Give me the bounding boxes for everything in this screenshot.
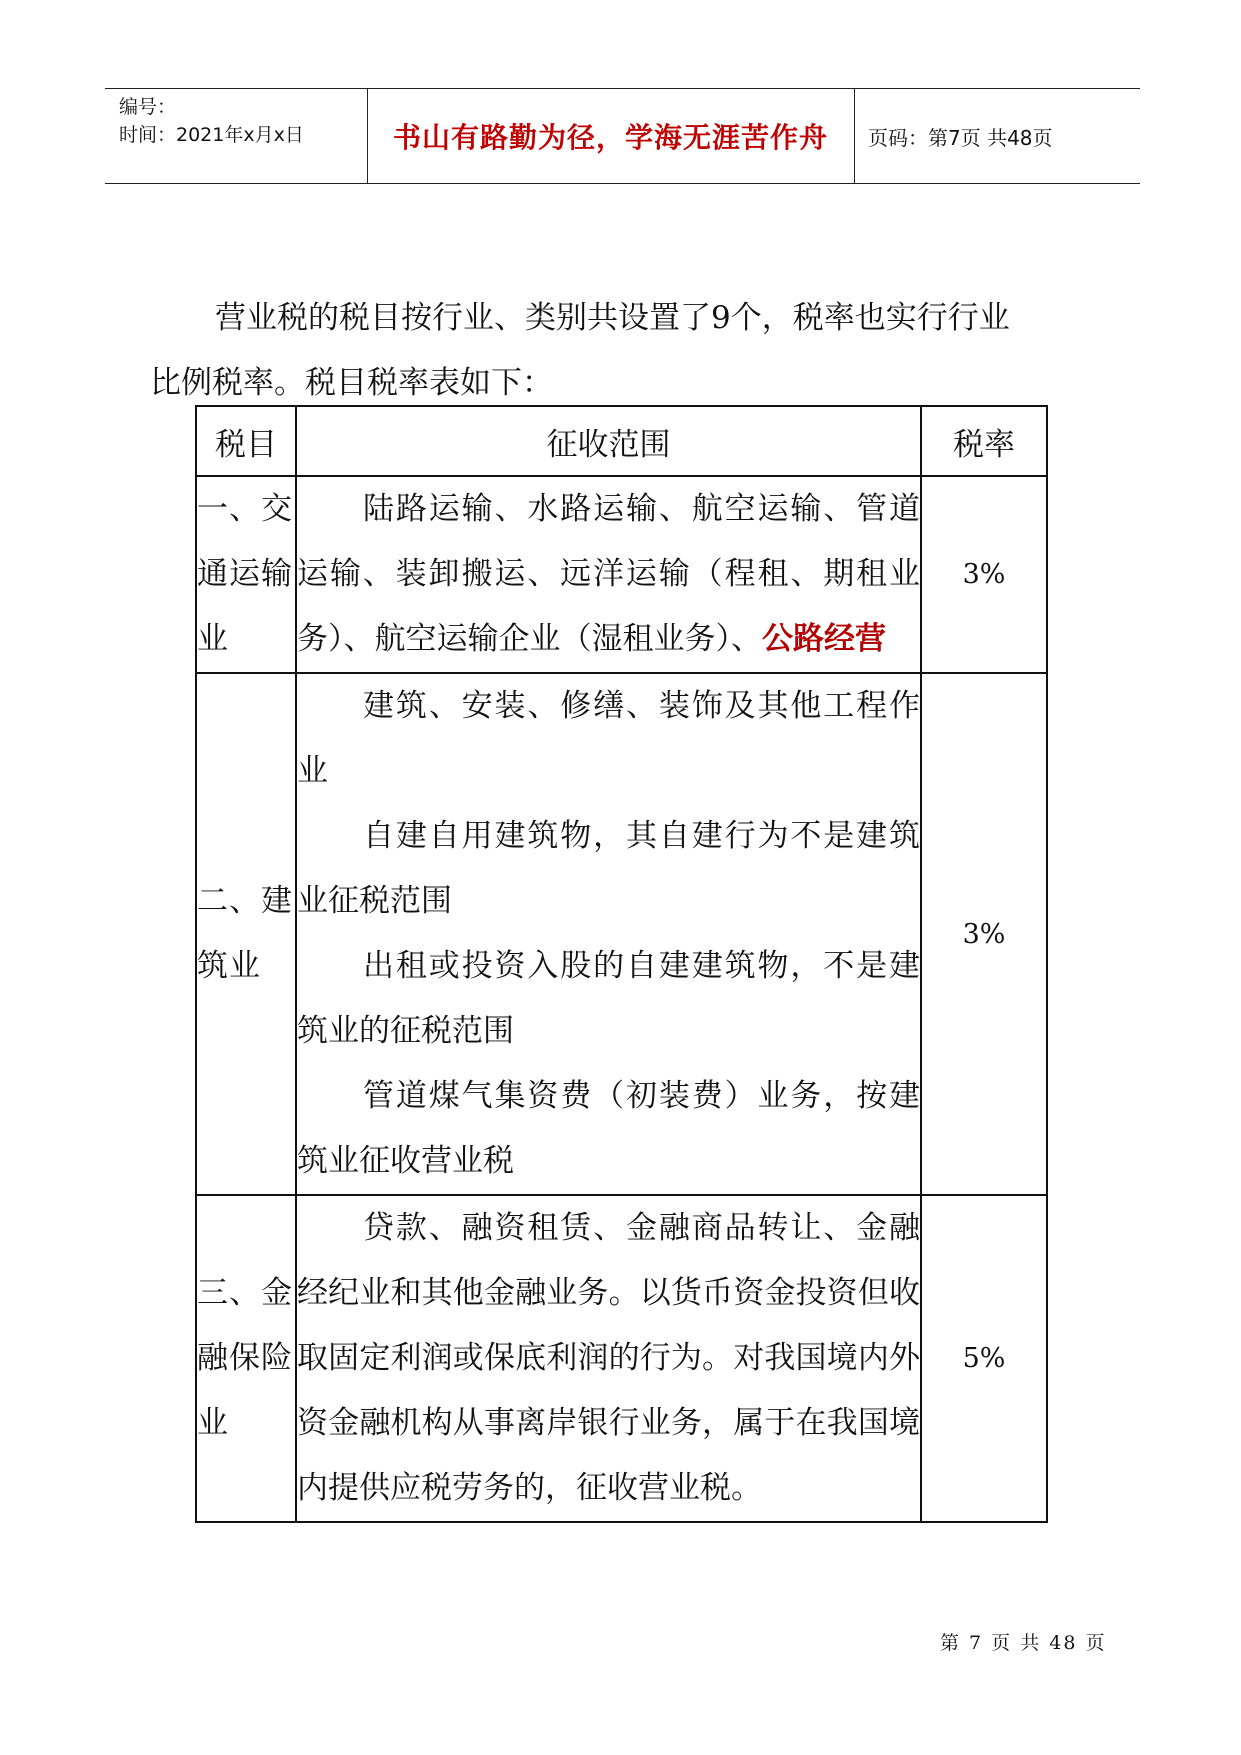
header-page-cell xyxy=(854,89,1140,183)
scope-highlight: 公路经营 xyxy=(762,621,886,657)
row-category: 三、金融保险业 xyxy=(196,1195,296,1522)
header-slogan-cell xyxy=(367,89,855,183)
intro-line-1: 营业税的税目按行业、类别共设置了9个，税率也实行行业 xyxy=(215,300,1010,336)
table-row xyxy=(196,476,1047,673)
row-scope xyxy=(296,673,921,1195)
header-slogan: 书山有路勤为径，学海无涯苦作舟 xyxy=(392,121,828,154)
tax-rate-table xyxy=(195,405,1048,1523)
scope-paragraph: 贷款、融资租赁、金融商品转让、金融经纪业和其他金融业务。以货币资金投资但收取固定利润或保底利润的行为。对我国境内外资金融机构从事离岸银行业务，属于在我国境内提供应税劳务的，征收营业税。 xyxy=(297,1210,920,1506)
table-header-row xyxy=(196,406,1047,476)
row-rate: 5% xyxy=(921,1195,1047,1522)
scope-paragraph xyxy=(297,477,920,672)
row-rate: 3% xyxy=(921,673,1047,1195)
document-number-label: 编号： xyxy=(119,96,177,118)
header-meta xyxy=(105,89,368,183)
row-category: 二、建筑业 xyxy=(196,673,296,1195)
header-tax-item: 税目 xyxy=(196,406,296,476)
scope-paragraph: 建筑、安装、修缮、装饰及其他工程作业 xyxy=(297,688,920,789)
scope-paragraph: 管道煤气集资费（初装费）业务，按建筑业征收营业税 xyxy=(297,1078,920,1179)
header-scope: 征收范围 xyxy=(296,406,921,476)
row-category: 一、交通运输业 xyxy=(196,476,296,673)
table-row xyxy=(196,673,1047,1195)
document-time-label: 时间：2021年x月x日 xyxy=(119,124,304,146)
intro-paragraph xyxy=(150,286,1090,416)
page-header xyxy=(105,88,1140,184)
row-rate: 3% xyxy=(921,476,1047,673)
header-page-label: 页码：第7页 共48页 xyxy=(868,125,1053,150)
table-row xyxy=(196,1195,1047,1522)
page-footer: 第 7 页 共 48 页 xyxy=(940,1632,1107,1654)
row-scope xyxy=(296,1195,921,1522)
scope-paragraph: 自建自用建筑物，其自建行为不是建筑业征税范围 xyxy=(297,818,920,919)
row-scope xyxy=(296,476,921,673)
scope-text: 陆路运输、水路运输、航空运输、管道运输、装卸搬运、远洋运输（程租、期租业务）、航空运输企业（湿租业务）、 xyxy=(297,491,920,657)
intro-line-2: 比例税率。税目税率表如下： xyxy=(150,365,553,401)
header-rate: 税率 xyxy=(921,406,1047,476)
scope-paragraph: 出租或投资入股的自建建筑物，不是建筑业的征税范围 xyxy=(297,948,920,1049)
